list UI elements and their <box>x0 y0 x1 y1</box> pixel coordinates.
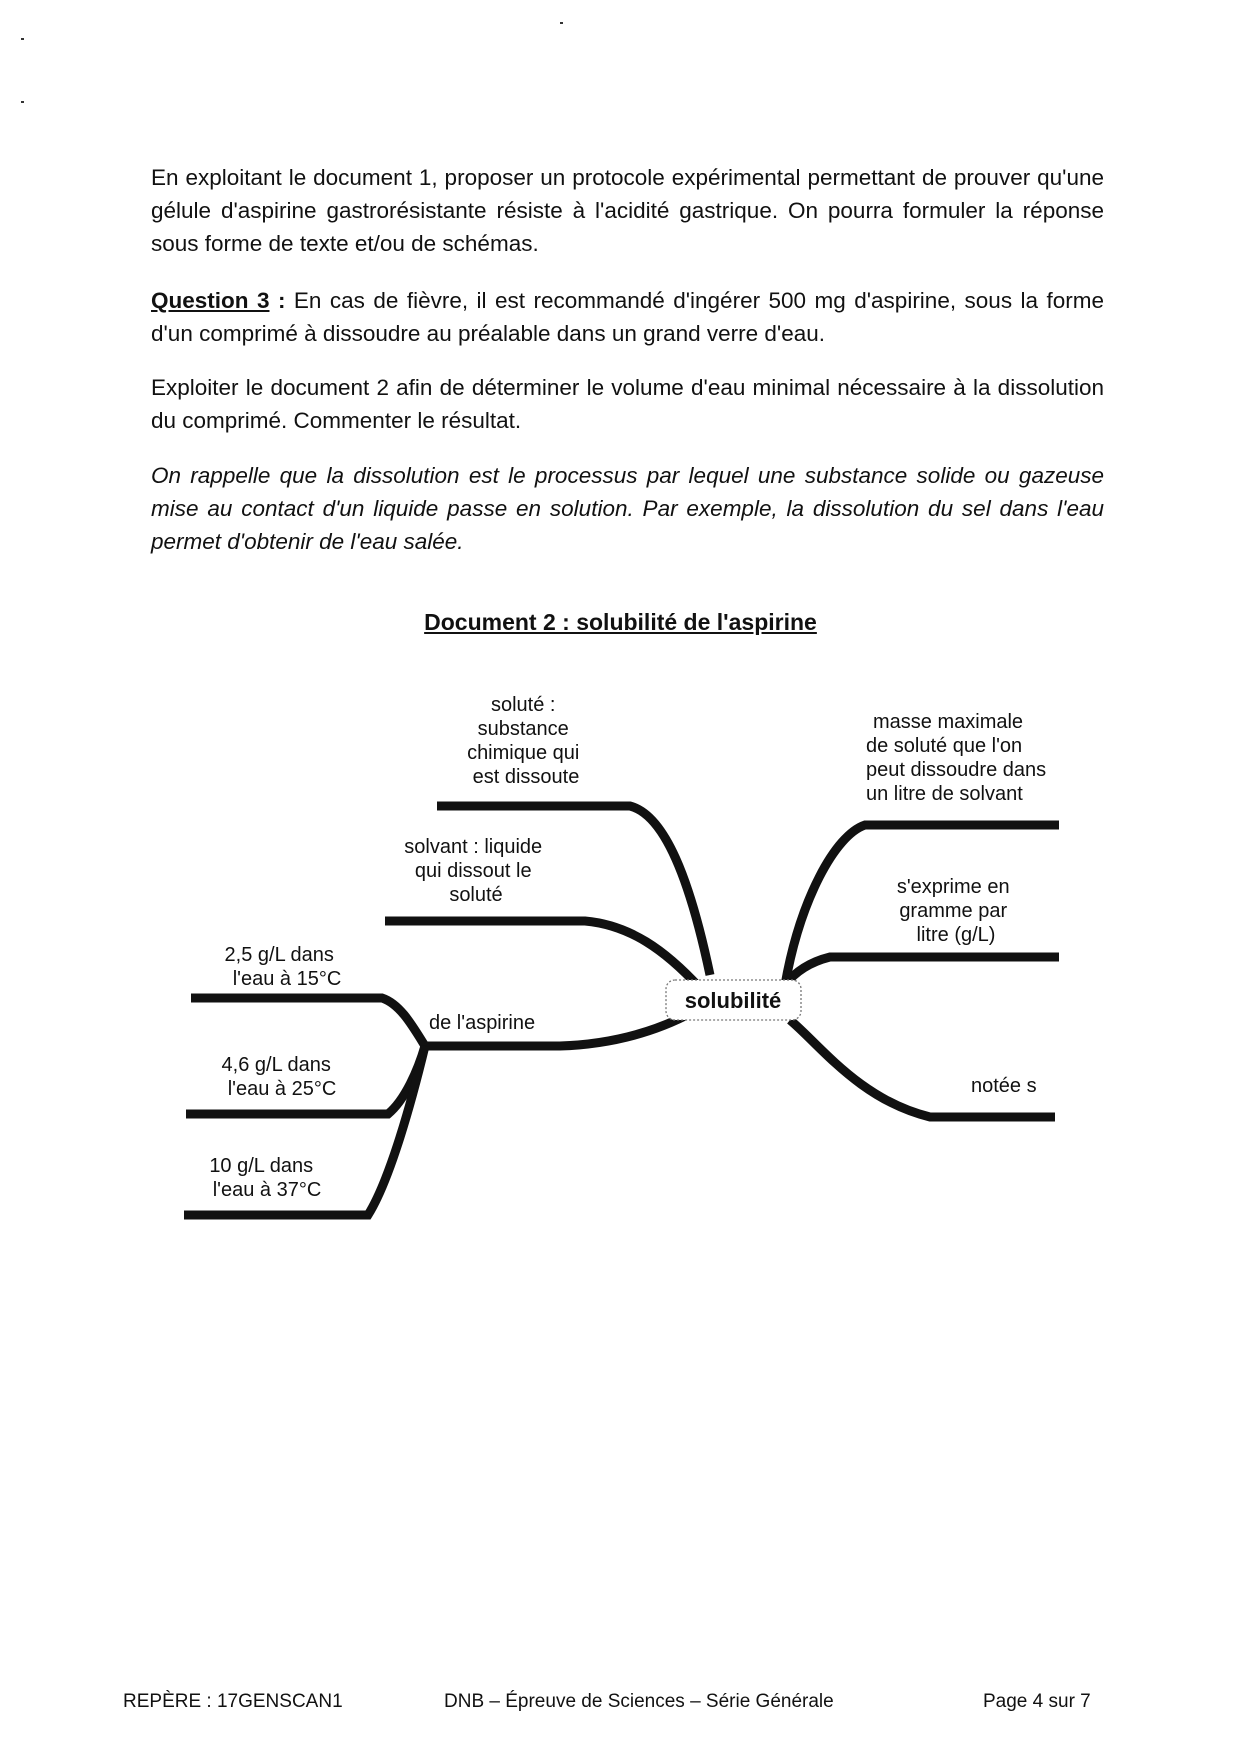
question-3-text: En cas de fièvre, il est recommandé d'ingérer 500 mg d'aspirine, sous la forme d'un comprimé à dissoudre au préalable dans un grand verre d'eau. <box>151 288 1104 346</box>
solubility-37c-label <box>209 1155 321 1201</box>
question-3-label: Question 3 <box>151 288 270 313</box>
reminder-paragraph: On rappelle que la dissolution est le processus par lequel une substance solide ou gazeuse mise au contact d'un liquide passe en solution. Par exemple, la dissolution du sel dans l'eau permet d'obtenir de l'eau salée. <box>151 463 1104 554</box>
footer-exam-title: DNB – Épreuve de Sciences – Série Générale <box>444 1691 834 1712</box>
masse-line: de soluté que l'on <box>866 735 1023 757</box>
solubility-25c-line: l'eau à 25°C <box>227 1078 337 1100</box>
unite-line: gramme par <box>899 900 1008 922</box>
unite-label <box>897 876 1015 946</box>
solubility-25c-line: 4,6 g/L dans <box>221 1054 331 1076</box>
unite-line: s'exprime en <box>896 876 1010 898</box>
masse-line: un litre de solvant <box>866 783 1023 805</box>
solvant-line: soluté <box>449 884 503 906</box>
solubility-37c-line: l'eau à 37°C <box>212 1179 322 1201</box>
solvant-line: qui dissout le <box>414 860 532 882</box>
solubility-15c-line: 2,5 g/L dans <box>224 944 334 966</box>
solute-line: chimique qui <box>467 742 580 764</box>
instruction-paragraph: Exploiter le document 2 afin de déterminer le volume d'eau minimal nécessaire à la dissolution du comprimé. Commenter le résultat. <box>151 375 1104 433</box>
masse-line: peut dissoudre dans <box>866 759 1047 781</box>
unite-line: litre (g/L) <box>916 924 996 946</box>
solute-line: est dissoute <box>472 766 580 788</box>
branch-unite-line <box>785 957 1059 985</box>
footer-repere: REPÈRE : 17GENSCAN1 <box>123 1691 343 1712</box>
solubility-15c-label <box>225 944 342 990</box>
solute-line: soluté : <box>490 694 556 716</box>
solvant-label <box>404 836 547 906</box>
question-3-colon: : <box>269 288 294 313</box>
intro-paragraph: En exploitant le document 1, proposer un protocole expérimental permettant de prouver qu'une gélule d'aspirine gastrorésistante résiste à l'acidité gastrique. On pourra formuler la réponse sous forme de texte et/ou de schémas. <box>151 165 1104 256</box>
masse-line: masse maximale <box>873 711 1024 733</box>
solute-label <box>467 694 585 788</box>
aspirine-label: de l'aspirine <box>429 1012 536 1034</box>
solubility-15c-line: l'eau à 15°C <box>232 968 342 990</box>
center-node-label: solubilité <box>684 988 782 1013</box>
branch-15c-line <box>191 998 425 1046</box>
solubility-25c-label <box>222 1054 337 1100</box>
solvant-line: solvant : liquide <box>404 836 543 858</box>
branch-solvant-line <box>385 921 700 988</box>
solute-line: substance <box>477 718 569 740</box>
branch-notee-line <box>790 1020 1055 1117</box>
masse-label <box>866 711 1052 805</box>
document-2-title: Document 2 : solubilité de l'aspirine <box>424 609 817 635</box>
footer-page-number: Page 4 sur 7 <box>983 1691 1091 1712</box>
notee-label: notée s <box>971 1075 1037 1097</box>
solubility-37c-line: 10 g/L dans <box>209 1155 314 1177</box>
